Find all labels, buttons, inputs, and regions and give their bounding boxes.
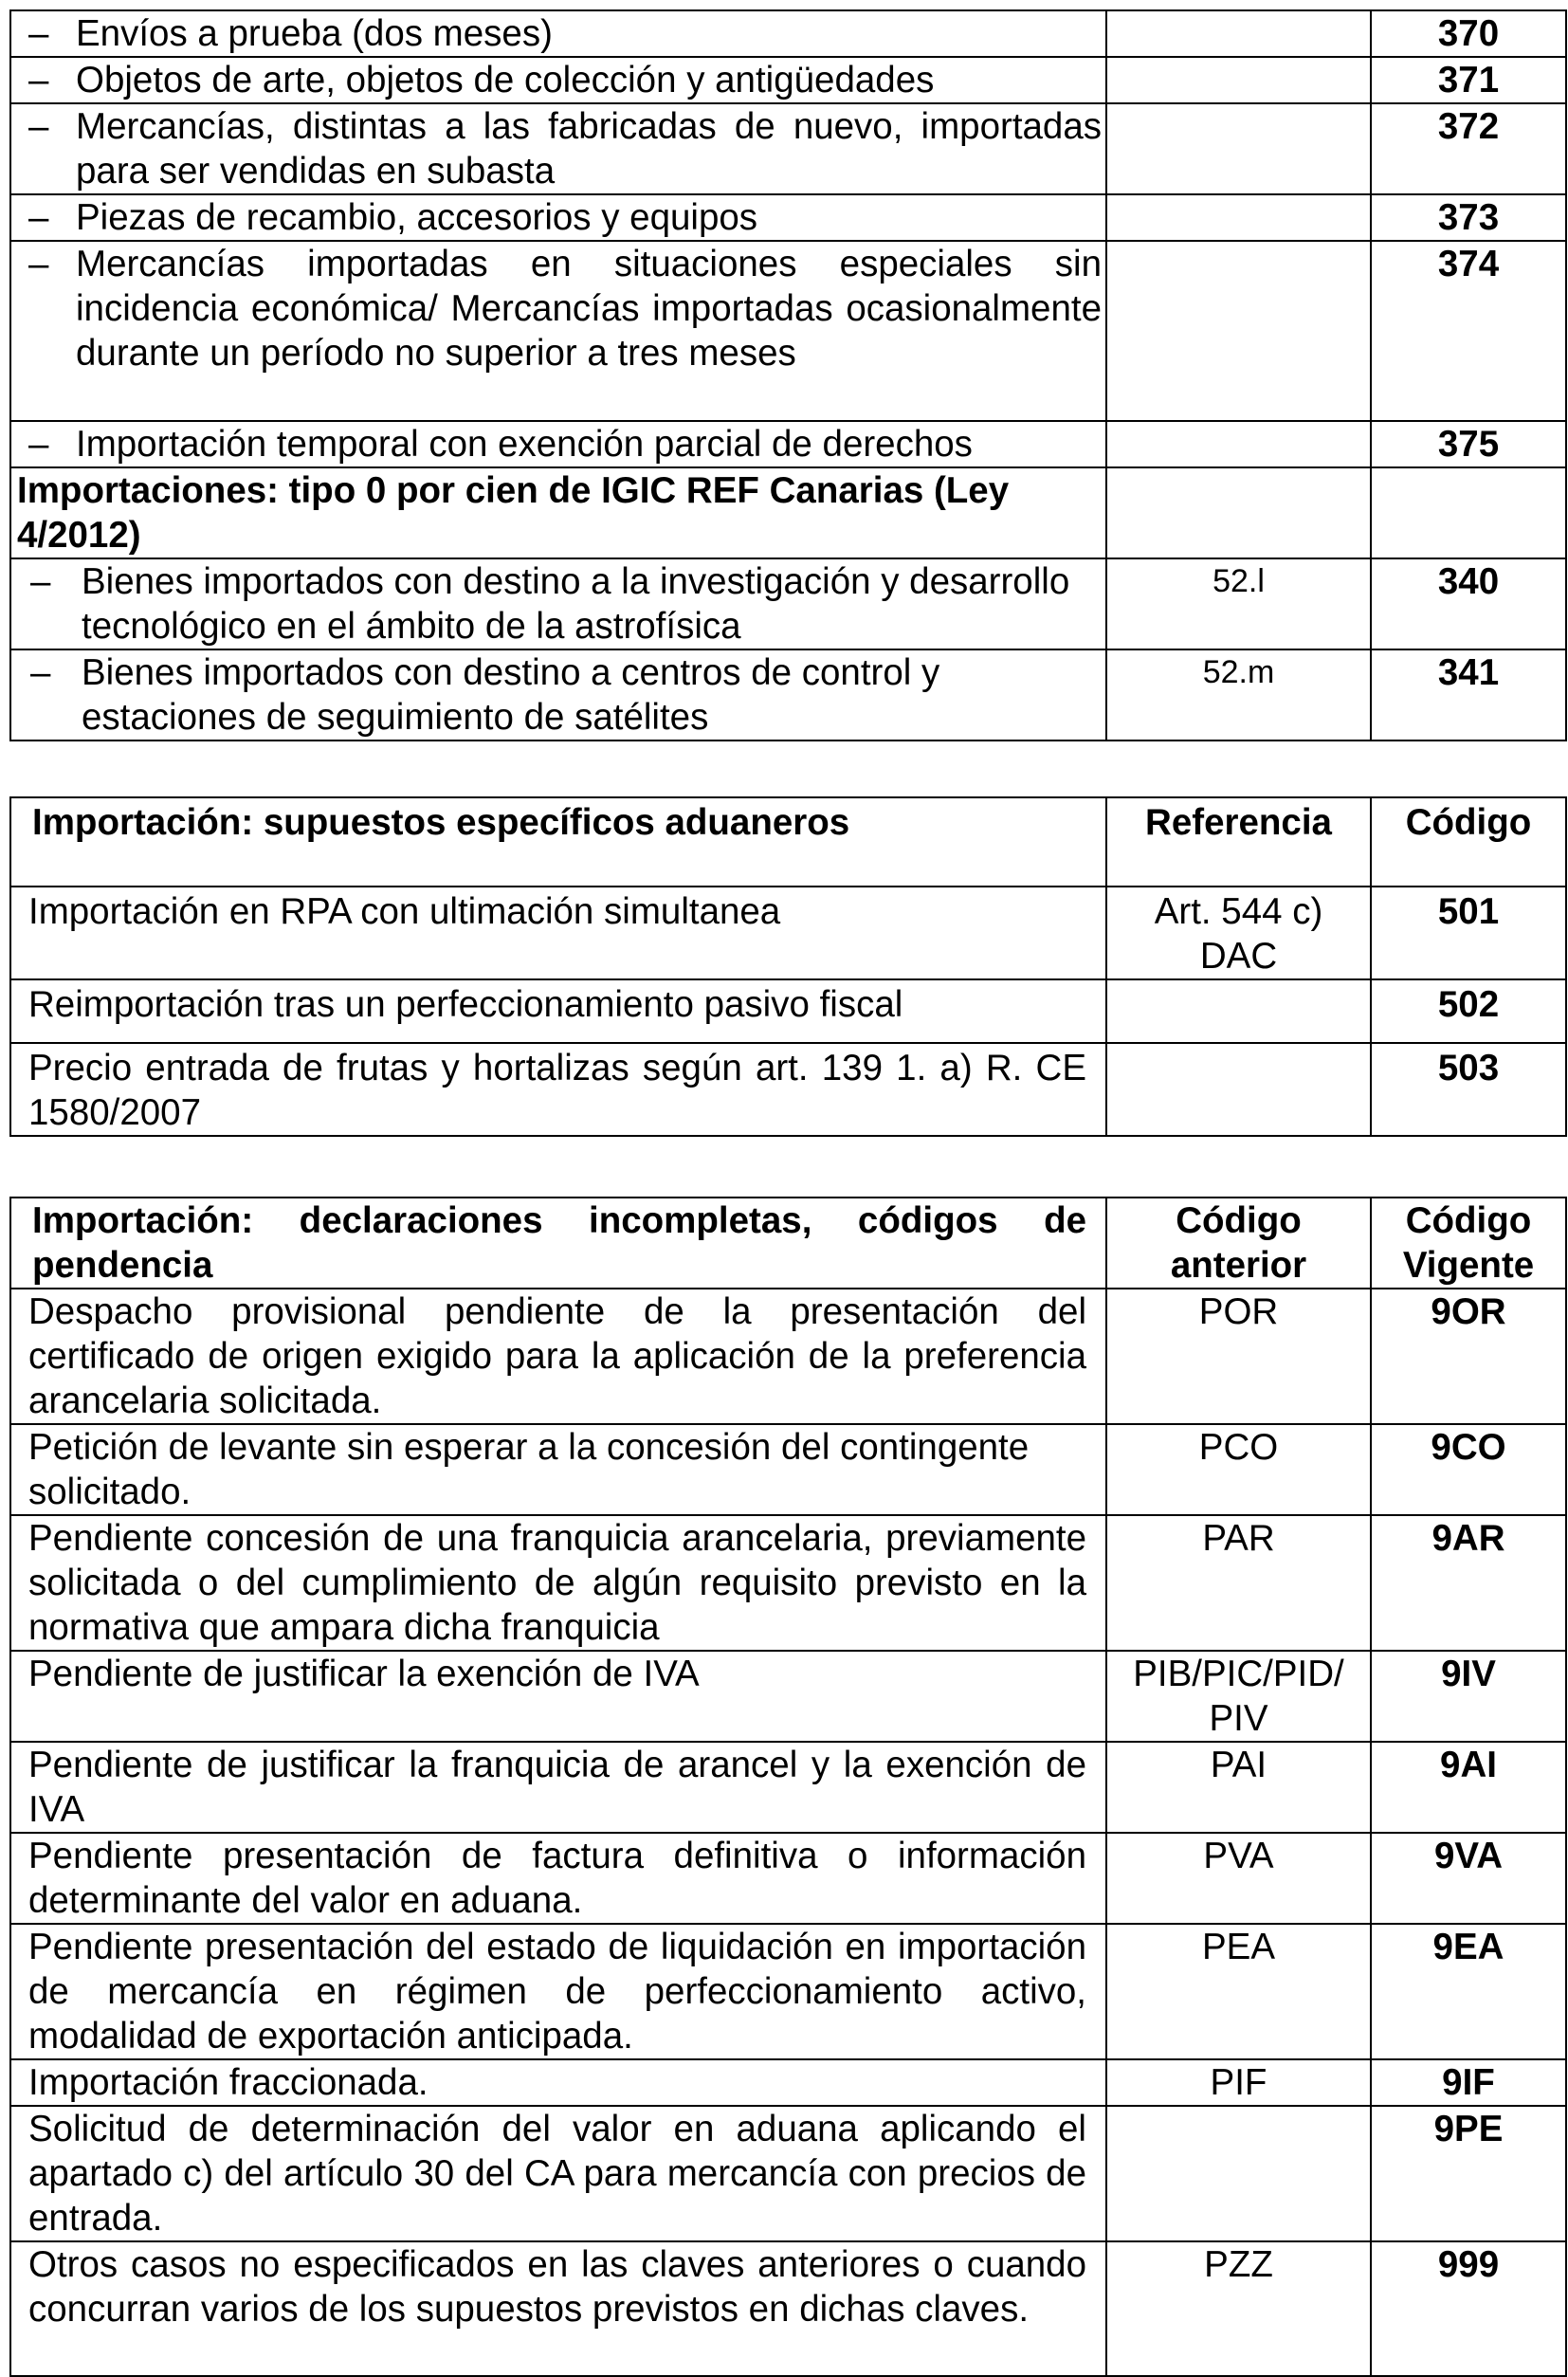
row-description: – Bienes importados con destino a centros de control y estaciones de seguimiento de satélites (10, 649, 1106, 741)
row-previous-code: PVA (1106, 1833, 1371, 1924)
row-reference (1106, 421, 1371, 467)
table-row (10, 887, 1566, 979)
row-reference: Art. 544 c) DAC (1106, 887, 1371, 979)
group-heading: Importaciones: tipo 0 por cien de IGIC REF Canarias (Ley 4/2012) (10, 467, 1106, 558)
table-row (10, 1424, 1566, 1515)
row-code: 371 (1371, 57, 1566, 103)
row-reference: 52.m (1106, 649, 1371, 741)
dash-marker: – (28, 13, 49, 54)
row-current-code: 9AI (1371, 1742, 1566, 1833)
row-code: 503 (1371, 1043, 1566, 1136)
row-reference (1106, 194, 1371, 241)
row-code: 501 (1371, 887, 1566, 979)
table-row (10, 1515, 1566, 1651)
row-description: Pendiente concesión de una franquicia arancelaria, previamente solicitada o del cumplimiento de algún requisito previsto en la normativa que ampara dicha franquicia (10, 1515, 1106, 1651)
row-description: Importación en RPA con ultimación simultanea (10, 887, 1106, 979)
row-description: – Mercancías importadas en situaciones especiales sin incidencia económica/ Mercancías importadas ocasionalmente durante un período no superior a tres meses (10, 241, 1106, 421)
import-codes-table-continued (9, 9, 1567, 741)
row-code: 375 (1371, 421, 1566, 467)
row-code: 341 (1371, 649, 1566, 741)
row-previous-code: PIB/PIC/PID/ PIV (1106, 1651, 1371, 1742)
header-current-code: Código Vigente (1371, 1198, 1566, 1289)
row-reference (1106, 1043, 1371, 1136)
row-reference (1106, 57, 1371, 103)
table-row (10, 979, 1566, 1043)
row-current-code: 9VA (1371, 1833, 1566, 1924)
row-previous-code: POR (1106, 1289, 1371, 1424)
row-reference: 52.l (1106, 558, 1371, 649)
row-code: 372 (1371, 103, 1566, 194)
dash-marker: – (28, 424, 49, 465)
table-header-row (10, 797, 1566, 887)
group-heading-row (10, 467, 1566, 558)
table-row (10, 1924, 1566, 2059)
row-reference (1106, 241, 1371, 421)
header-description: Importación: declaraciones incompletas, códigos de pendencia (10, 1198, 1106, 1289)
row-previous-code: PCO (1106, 1424, 1371, 1515)
row-description: Solicitud de determinación del valor en aduana aplicando el apartado c) del artículo 30 del CA para mercancía con precios de entrada. (10, 2106, 1106, 2241)
dash-marker: – (30, 652, 51, 693)
row-previous-code: PZZ (1106, 2241, 1371, 2376)
group-heading-empty-cell (1371, 467, 1566, 558)
dash-marker: – (28, 244, 49, 284)
row-previous-code (1106, 2106, 1371, 2241)
row-description: Pendiente presentación del estado de liquidación en importación de mercancía en régimen de perfeccionamiento activo, modalidad de exportación anticipada. (10, 1924, 1106, 2059)
row-description: Precio entrada de frutas y hortalizas según art. 139 1. a) R. CE 1580/2007 (10, 1043, 1106, 1136)
pending-codes-table (9, 1197, 1567, 2377)
row-description: Pendiente presentación de factura definitiva o información determinante del valor en aduana. (10, 1833, 1106, 1924)
row-description: – Piezas de recambio, accesorios y equipos (10, 194, 1106, 241)
table-row (10, 2059, 1566, 2106)
dash-marker: – (30, 561, 51, 602)
row-previous-code: PAR (1106, 1515, 1371, 1651)
row-current-code: 9IV (1371, 1651, 1566, 1742)
row-code: 502 (1371, 979, 1566, 1043)
row-current-code: 9IF (1371, 2059, 1566, 2106)
customs-cases-table (9, 796, 1567, 1137)
row-description: Reimportación tras un perfeccionamiento pasivo fiscal (10, 979, 1106, 1043)
table-row (10, 558, 1566, 649)
row-previous-code: PEA (1106, 1924, 1371, 2059)
row-reference (1106, 10, 1371, 57)
table-row (10, 1742, 1566, 1833)
table-row (10, 194, 1566, 241)
table-row (10, 241, 1566, 421)
table-header-row (10, 1198, 1566, 1289)
header-code: Código (1371, 797, 1566, 887)
row-reference (1106, 979, 1371, 1043)
row-current-code: 9OR (1371, 1289, 1566, 1424)
row-description: Pendiente de justificar la franquicia de arancel y la exención de IVA (10, 1742, 1106, 1833)
table-row (10, 10, 1566, 57)
table-row (10, 1651, 1566, 1742)
row-description: – Mercancías, distintas a las fabricadas de nuevo, importadas para ser vendidas en subasta (10, 103, 1106, 194)
row-description: – Bienes importados con destino a la investigación y desarrollo tecnológico en el ámbito de la astrofísica (10, 558, 1106, 649)
row-current-code: 9AR (1371, 1515, 1566, 1651)
table-row (10, 1833, 1566, 1924)
table-row (10, 421, 1566, 467)
row-description: Pendiente de justificar la exención de IVA (10, 1651, 1106, 1742)
row-description: Despacho provisional pendiente de la presentación del certificado de origen exigido para la aplicación de la preferencia arancelaria solicitada. (10, 1289, 1106, 1424)
row-reference (1106, 103, 1371, 194)
row-code: 373 (1371, 194, 1566, 241)
row-previous-code: PIF (1106, 2059, 1371, 2106)
row-description: Petición de levante sin esperar a la concesión del contingente solicitado. (10, 1424, 1106, 1515)
row-current-code: 9CO (1371, 1424, 1566, 1515)
table-row (10, 57, 1566, 103)
header-previous-code: Código anterior (1106, 1198, 1371, 1289)
row-code: 374 (1371, 241, 1566, 421)
row-code: 340 (1371, 558, 1566, 649)
row-current-code: 9PE (1371, 2106, 1566, 2241)
header-reference: Referencia (1106, 797, 1371, 887)
row-previous-code: PAI (1106, 1742, 1371, 1833)
table-row (10, 1289, 1566, 1424)
table-row (10, 649, 1566, 741)
dash-marker: – (28, 60, 49, 101)
row-current-code: 9EA (1371, 1924, 1566, 2059)
table-row (10, 2241, 1566, 2376)
group-heading-empty-cell (1106, 467, 1371, 558)
header-description: Importación: supuestos específicos aduaneros (10, 797, 1106, 887)
row-code: 370 (1371, 10, 1566, 57)
dash-marker: – (28, 106, 49, 147)
dash-marker: – (28, 197, 49, 238)
row-description: Otros casos no especificados en las claves anteriores o cuando concurran varios de los supuestos previstos en dichas claves. (10, 2241, 1106, 2376)
table-row (10, 103, 1566, 194)
row-current-code: 999 (1371, 2241, 1566, 2376)
row-description: – Objetos de arte, objetos de colección y antigüedades (10, 57, 1106, 103)
row-description: – Importación temporal con exención parcial de derechos (10, 421, 1106, 467)
table-row (10, 2106, 1566, 2241)
table-row (10, 1043, 1566, 1136)
row-description: Importación fraccionada. (10, 2059, 1106, 2106)
row-description: – Envíos a prueba (dos meses) (10, 10, 1106, 57)
